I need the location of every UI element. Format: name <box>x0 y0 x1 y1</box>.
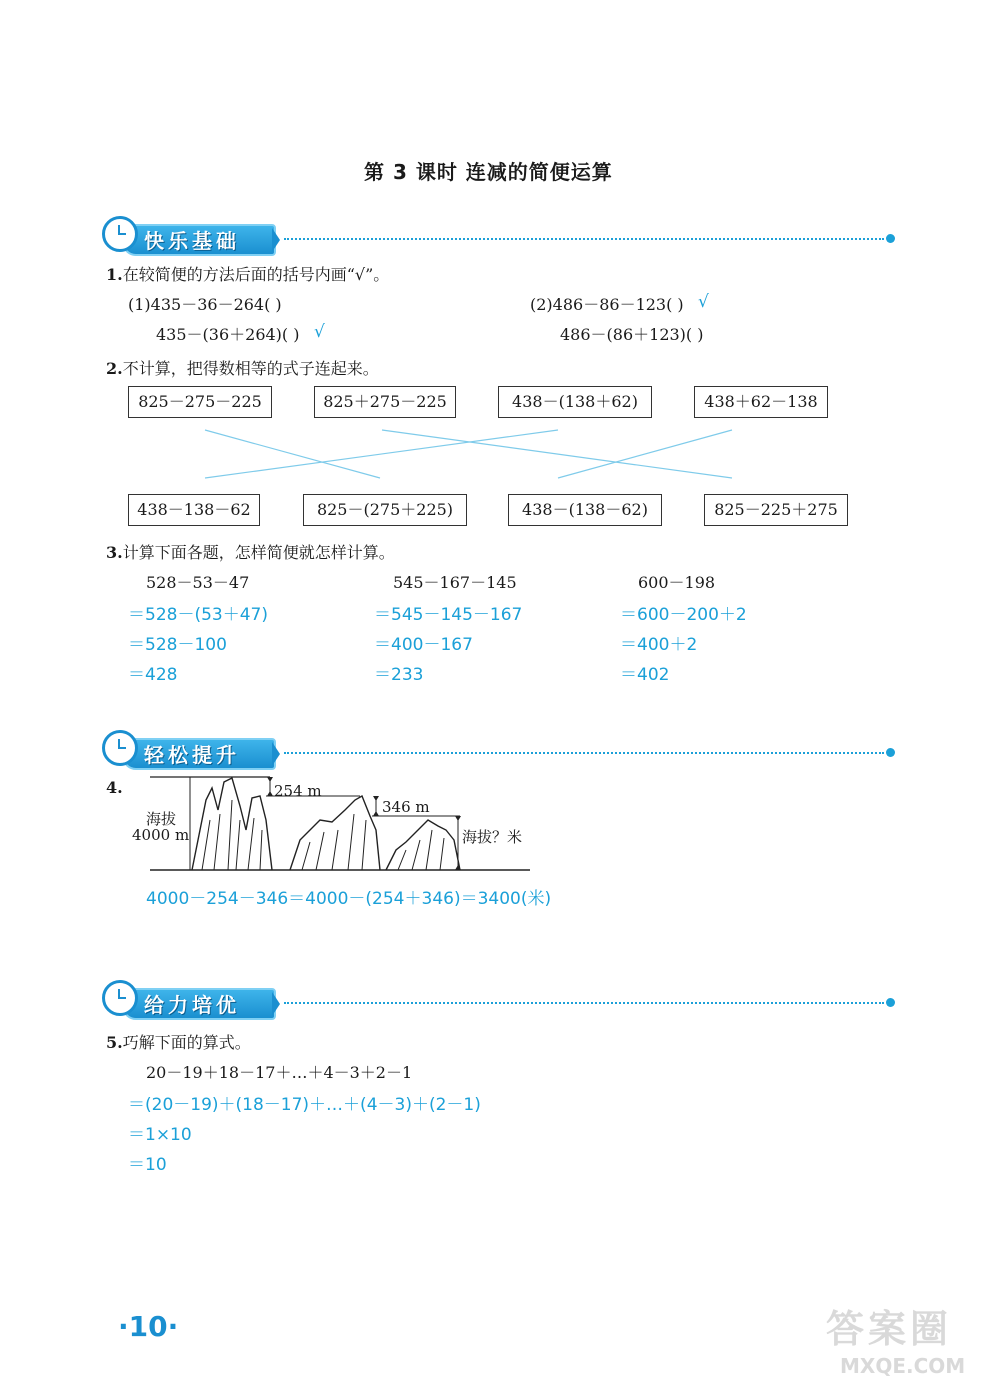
match-line <box>382 430 732 478</box>
left-altitude-value: 4000 m <box>132 826 190 844</box>
solution-step: ＝233 <box>374 665 424 685</box>
question-prompt: 不计算，把得数相等的式子连起来。 <box>122 359 379 378</box>
match-box-top[interactable]: 825＋275－225 <box>314 386 456 418</box>
right-altitude-label: 海拔？米 <box>462 828 523 846</box>
q4-answer: 4000－254－346＝4000－(254＋346)＝3400(米) <box>146 889 552 909</box>
q3-problem-expr: 545－167－145 <box>393 573 517 592</box>
check-mark: √ <box>698 292 709 312</box>
question-4: 4. <box>106 778 123 797</box>
question-prompt: 计算下面各题，怎样简便就怎样计算。 <box>122 543 395 562</box>
question-3: 3.计算下面各题，怎样简便就怎样计算。 <box>106 543 395 562</box>
solution-step: ＝400＋2 <box>620 635 698 655</box>
divider-end-dot <box>886 998 895 1007</box>
check-mark: √ <box>314 322 325 342</box>
match-box-top[interactable]: 438－(138＋62) <box>498 386 652 418</box>
q1-option-a1: (1)435－36－264( ) <box>128 295 282 314</box>
q1-option-a2: 435－(36＋264)( ) <box>156 325 300 344</box>
solution-step: ＝400－167 <box>374 635 473 655</box>
solution-step: ＝428 <box>128 665 178 685</box>
solution-step: ＝402 <box>620 665 670 685</box>
match-line <box>205 430 380 478</box>
section-title: 轻松提升 <box>144 743 240 767</box>
match-box-bottom[interactable]: 825－225＋275 <box>704 494 848 526</box>
clock-icon <box>102 980 138 1016</box>
solution-step: ＝(20－19)＋(18－17)＋…＋(4－3)＋(2－1) <box>128 1095 481 1115</box>
match-box-bottom[interactable]: 438－138－62 <box>128 494 260 526</box>
q5-expression: 20－19＋18－17＋…＋4－3＋2－1 <box>146 1063 413 1082</box>
q3-problem-expr: 528－53－47 <box>146 573 250 592</box>
divider-end-dot <box>886 748 895 757</box>
solution-step: ＝10 <box>128 1155 167 1175</box>
question-prompt: 在较简便的方法后面的括号内画“√”。 <box>122 265 390 284</box>
section-banner-improve <box>100 730 900 770</box>
watermark-logo: 答案圈 <box>826 1307 953 1351</box>
solution-step: ＝528－100 <box>128 635 227 655</box>
solution-step: ＝1×10 <box>128 1125 192 1145</box>
q1-option-b1: (2)486－86－123( ) <box>530 295 684 314</box>
page-number: ·10· <box>118 1310 179 1343</box>
solution-step: ＝600－200＋2 <box>620 605 747 625</box>
q3-problem-expr: 600－198 <box>638 573 716 592</box>
q1-option-b2: 486－(86＋123)( ) <box>560 325 704 344</box>
question-prompt: 巧解下面的算式。 <box>122 1033 251 1052</box>
solution-step: ＝528－(53＋47) <box>128 605 268 625</box>
clock-icon <box>102 730 138 766</box>
question-1: 1.在较简便的方法后面的括号内画“√”。 <box>106 265 390 284</box>
match-line <box>558 430 732 478</box>
section-title: 给力培优 <box>144 993 240 1017</box>
question-2: 2.不计算，把得数相等的式子连起来。 <box>106 359 379 378</box>
match-box-bottom[interactable]: 438－(138－62) <box>508 494 662 526</box>
match-line <box>205 430 558 478</box>
lesson-title: 第 3 课时 连减的简便运算 <box>364 160 613 184</box>
match-box-top[interactable]: 825－275－225 <box>128 386 272 418</box>
left-altitude-label: 海拔 <box>146 810 177 828</box>
dotted-divider <box>284 752 884 754</box>
drop-label-346: 346 m <box>382 798 430 816</box>
solution-step: ＝545－145－167 <box>374 605 523 625</box>
watermark-url: MXQE.COM <box>840 1354 966 1378</box>
section-banner-excel <box>100 980 900 1020</box>
mountain-diagram <box>140 770 540 880</box>
question-5: 5.巧解下面的算式。 <box>106 1033 251 1052</box>
dotted-divider <box>284 1002 884 1004</box>
match-box-top[interactable]: 438＋62－138 <box>694 386 828 418</box>
section-title: 快乐基础 <box>144 229 240 253</box>
drop-label-254: 254 m <box>274 782 322 800</box>
match-box-bottom[interactable]: 825－(275＋225) <box>303 494 467 526</box>
